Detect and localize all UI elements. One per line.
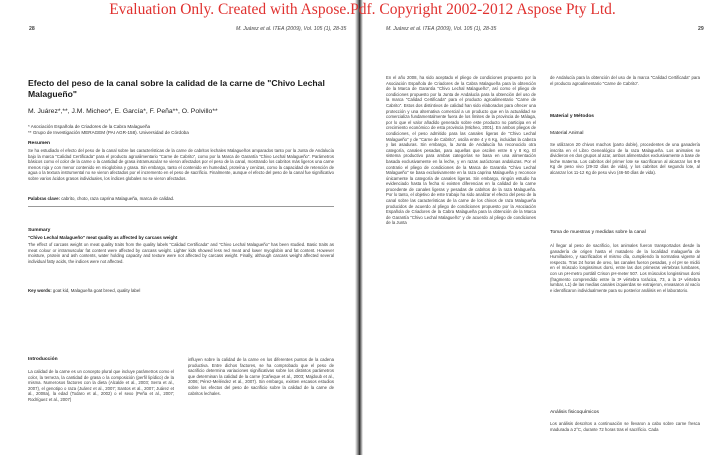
key-words: [28, 288, 334, 294]
palabras-clave: [28, 196, 334, 202]
resumen-heading: Resumen: [28, 141, 51, 146]
left-page-number: 28: [29, 26, 35, 32]
article-authors: M. Juárez*,**, J.M. Micheo*, E. García*, F. Peña**, O. Polvillo**: [28, 108, 218, 115]
intro-column-1: La calidad de la carne es un concepto plural que incluye parámetros como el color, la terneza, la cantidad de grasa o la composición (perfil lipídico) de la misma. Numerosos factores con la dieta (Alcalde et al., 2003; Serra et al., 2007), el genotipo o raza (Juárez et al., 2007; Santos et al., 2007; Juárez et al., 2008a), la edad (Todaro et al., 2002) o el sexo (Peña et al., 2007; Rodríguez et al., 2007): [28, 369, 174, 402]
right-running-header: [360, 26, 725, 36]
summary-text: The effect of carcass weight on meat quality traits from the quality labels "Calidad Certificada" and "Chivo Lechal Malagueño" has been studied. Basic traits as meat colour or intramuscular fat content were affected by carcass weight. Lighter kids showed less red meat and lower myoglobin and fat content. However moisture, protein and ash contents, water holding capacity and texture were not affected by carcass weight. Finally, although carcass weight affected several individual fatty acids, the indices were not affected.: [28, 242, 334, 264]
introduccion-heading: Introducción: [28, 357, 58, 362]
material-animal-text: Se utilizaron 20 chivos machos (parto doble), procedentes de una ganadería inscrita en el Libro Genealógico de la raza Malagueña. Los animales se dividieron en dos grupos al azar, ambos alimentados exclusivamente a base de leche materna. Los cabritos del primer lote se sacrificaron al alcanzar los 8-9 Kg de peso vivo (29-32 días de vida), y los cabritos del segundo lote, al alcanzar los 11-12 Kg de peso vivo (46-50 días de vida).: [550, 142, 700, 175]
affiliation-2: ** Grupo de Investigación MERAGEM (PAI AGR-158). Universidad de Córdoba: [28, 130, 189, 135]
affiliations: [28, 124, 189, 136]
right-page: [360, 0, 725, 455]
left-citation: M. Juárez et al. ITEA (2009), Vol. 105 (1), 28-35: [236, 26, 347, 32]
affiliation-1: * Asociación Española de Criadores de la Cabra Malagueña: [28, 124, 151, 129]
right-column-2-intro: de Andalucía para la obtención del uso de la marca "Calidad Certificada" para el producto agroalimentario "Carne de Cabrito".: [550, 75, 700, 86]
materials-heading: Material y Métodos: [550, 114, 595, 119]
right-citation: M. Juárez et al. ITEA (2009), Vol. 105 (1), 28-35: [386, 26, 497, 32]
book-gutter: [355, 0, 363, 455]
palabras-clave-text: cabrito, choto, raza caprina Malagueña, marca de calidad.: [61, 196, 175, 201]
article-title: Efecto del peso de la canal sobre la calidad de la carne de "Chivo Lechal Malagueño": [28, 78, 325, 99]
key-words-text: goat kid, Malagueña goat breed, quality label: [52, 288, 141, 293]
summary-heading: Summary: [28, 228, 51, 233]
sampling-text: Al llegar al peso de sacrificio, los animales fueron transportados desde la ganadería de origen hasta el matadero de la localidad malagueña de Humilladero, y sacrificados el mismo día, cumpliendo la normativa vigente al respecto. Tras 24 horas de oreo, las canales fueron pesadas, y el pH se midió en el músculo longissimus dorsi, entre las dos primeras vértebras lumbares, con un pH-metro portátil Crison pH-meter 507. Los músculos longissimus dorsi (fragmento comprendido entre la 3ª vértebra torácica, 73, a la 1ª vértebra lumbar, L1) de las medias canales izquierdas se extrajeron, envasaron al vacío e identificaron individualmente para su posterior análisis en el laboratorio.: [550, 243, 700, 293]
evaluation-watermark: Evaluation Only. Created with Aspose.Pdf. Copyright 2002-2012 Aspose Pty Ltd.: [109, 1, 616, 18]
intro-column-2: influyen sobre la calidad de la carne en los diferentes puntos de la cadena productiva. Entre dichos factores, se ha comprobado que el peso de sacrificio determina variaciones significativas sobre los distintos parámetros que determinan la calidad de la carne (Cañeque et al., 2003; Majdoub et al., 2006; Pérez-Meléndez et al., 2007). Sin embargo, existen escasos estudios sobre los efectos del peso de sacrificio sobre la calidad de la carne de cabritos lechales.: [188, 357, 334, 396]
physchem-text: Los análisis descritos a continuación se llevaron a cabo sobre carne fresca madurada a 2°C, durante 72 horas tras el sacrificio. Cada: [550, 421, 700, 432]
abstract-divider: [28, 206, 334, 207]
right-column-1-text: En el año 2008, ha sido aceptado el pliego de condiciones propuesto por la Asociación Española de Criadores de la Cabra Malagueña para la obtención de la Marca de Garantía "Chivo Lechal Malagueño", así como el pliego de condiciones propuesto por la Junta de Andalucía para la obtención del uso de la marca "Calidad Certificada" para el producto agroalimentario "Carne de Cabrito". Estos dos distintivos de calidad han sido elaborados para ofrecer una protección y una alternativa comercial a un producto que en la actualidad se comercializa fundamentalmente fuera de los límites de la provincia de Málaga, por lo que el valor añadido generado sobre este producto no participa en el crecimiento económico de esta provincia (Micheo, 2001). En ambos pliegos de condiciones, el peso admitido para las canales ligeras de "Chivo Lechal Malagueño" y de "Carne de Cabrito", oscila entre 4 y 6 Kg, incluidas la cabeza y las asaduras. Sin embargo, la Junta de Andalucía ha reconocido otra categoría, canales pesadas, para aquellas que oscilen entre 6 y 8 Kg. El sistema productivo para ambas categorías se basa en una alimentación basada exclusivamente en la leche, y en razas autóctonas andaluzas. Por el contrario el pliego de condiciones de la Marca de Garantía "Chivo Lechal Malagueño" se basa exclusivamente en la raza caprina Malagueña y reconoce únicamente la categoría de canales ligeras. Sin embargo, ningún estudio ha evidenciado hasta la fecha si existen diferencias en la calidad de la carne procedente de canales ligeras y pesadas de cabritos de la raza Malagueña. Por lo tanto, el objetivo de este trabajo ha sido analizar el efecto del peso de la canal sobre las características de la carne de los chivos de raza Malagueña producidos de acuerdo al pliego de condiciones propuesto por la Asociación Española de Criadores de la Cabra Malagueña para la obtención de la Marca de Garantía "Chivo Lechal Malagueño" y de acuerdo al pliego de condiciones de la Junta: [386, 75, 536, 226]
left-running-header: [0, 26, 358, 36]
material-animal-heading: Material Animal: [550, 131, 584, 136]
palabras-clave-label: Palabras clave:: [28, 196, 60, 201]
sampling-heading: Toma de muestras y medidas sobre la canal: [550, 230, 646, 235]
resumen-text: Se ha estudiado el efecto del peso de la canal sobre las características de la carne de cabritos lechales Malagueños amparados tanto por la Junta de Andalucía bajo la marca "Calidad Certificada" para el producto agroalimentario "Carne de Cabrito", como por la Marca de Garantía "Chivo Lechal Malagueño". Parámetros básicos como el color de la carne o la cantidad de grasa intramuscular se vieron afectados por el peso de la canal, mostrando los cabritos más ligeros una carne menos roja y con menor contenido en mioglobina y grasa. Sin embargo, tanto el contenido en humedad, proteína y cenizas, como la capacidad de retención de agua o la textura instrumental no se vieron afectados por el incremento en el peso de sacrificio. Finalmente, aunque el efecto del peso de la canal fue significativo sobre varios ácidos grasos individuales, los índices globales no se vieron afectados.: [28, 148, 334, 181]
right-page-number: 29: [698, 26, 704, 32]
summary-title: "Chivo Lechal Malagueño" meat quality as affected by carcass weight: [28, 235, 178, 240]
physchem-heading: Análisis fisicoquímicos: [550, 410, 599, 415]
key-words-label: Key words:: [28, 288, 52, 293]
left-page: [0, 0, 358, 455]
